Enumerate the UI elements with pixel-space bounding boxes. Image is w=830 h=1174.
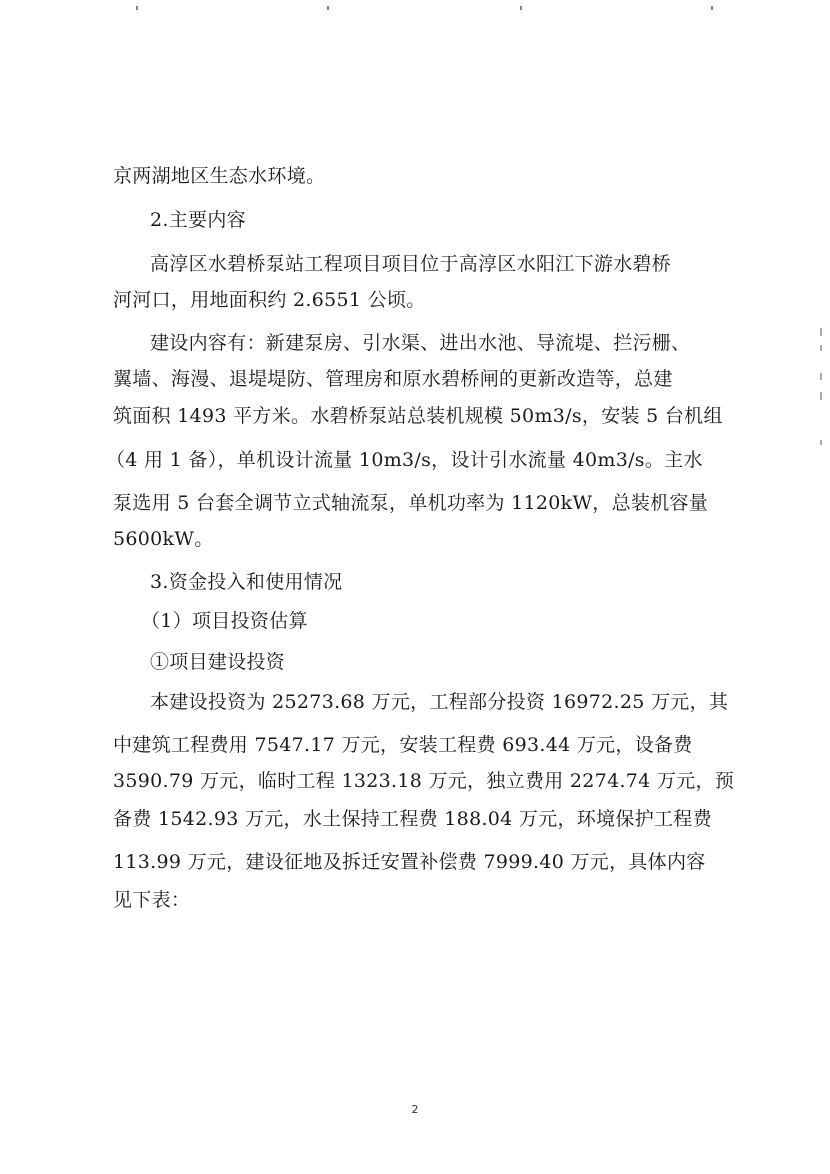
scan-mark [820, 440, 822, 445]
text-line: 翼墙、海漫、退堤堤防、管理房和原水碧桥闸的更新改造等，总建 [113, 368, 673, 390]
text-line: 见下表： [113, 889, 191, 911]
section-heading: 2.主要内容 [150, 209, 246, 231]
scan-mark [820, 392, 822, 400]
text-line: 中建筑工程费用 7547.17 万元，安装工程费 693.44 万元，设备费 [113, 734, 693, 756]
text-line: 备费 1542.93 万元，水土保持工程费 188.04 万元，环境保护工程费 [113, 808, 712, 830]
text-line: 5600kW。 [113, 528, 214, 550]
scan-mark [520, 6, 522, 10]
scan-mark [711, 6, 713, 10]
text-line: 高淳区水碧桥泵站工程项目项目位于高淳区水阳江下游水碧桥 [150, 253, 672, 275]
section-heading: ①项目建设投资 [150, 651, 286, 673]
scan-mark [136, 6, 138, 10]
text-line: 113.99 万元，建设征地及拆迁安置补偿费 7999.40 万元，具体内容 [113, 851, 706, 873]
scan-mark [820, 345, 822, 351]
text-line: （4 用 1 备），单机设计流量 10m3/s，设计引水流量 40m3/s。主水 [106, 449, 703, 471]
scan-mark [820, 328, 822, 336]
text-line: 建设内容有：新建泵房、引水渠、进出水池、导流堤、拦污栅、 [150, 332, 691, 354]
text-line: 本建设投资为 25273.68 万元，工程部分投资 16972.25 万元，其 [150, 691, 729, 713]
scan-mark [820, 373, 822, 380]
section-heading: （1）项目投资估算 [141, 610, 308, 632]
text-line: 河河口，用地面积约 2.6551 公顷。 [113, 289, 426, 311]
text-line: 筑面积 1493 平方米。水碧桥泵站总装机规模 50m3/s，安装 5 台机组 [113, 405, 723, 427]
text-line: 泵选用 5 台套全调节立式轴流泵，单机功率为 1120kW，总装机容量 [113, 492, 709, 514]
section-heading: 3.资金投入和使用情况 [150, 571, 343, 593]
scan-mark [327, 6, 329, 10]
page-number: 2 [411, 1103, 419, 1116]
text-line: 3590.79 万元，临时工程 1323.18 万元，独立费用 2274.74 万元，预 [113, 770, 735, 792]
text-line: 京两湖地区生态水环境。 [113, 165, 326, 187]
